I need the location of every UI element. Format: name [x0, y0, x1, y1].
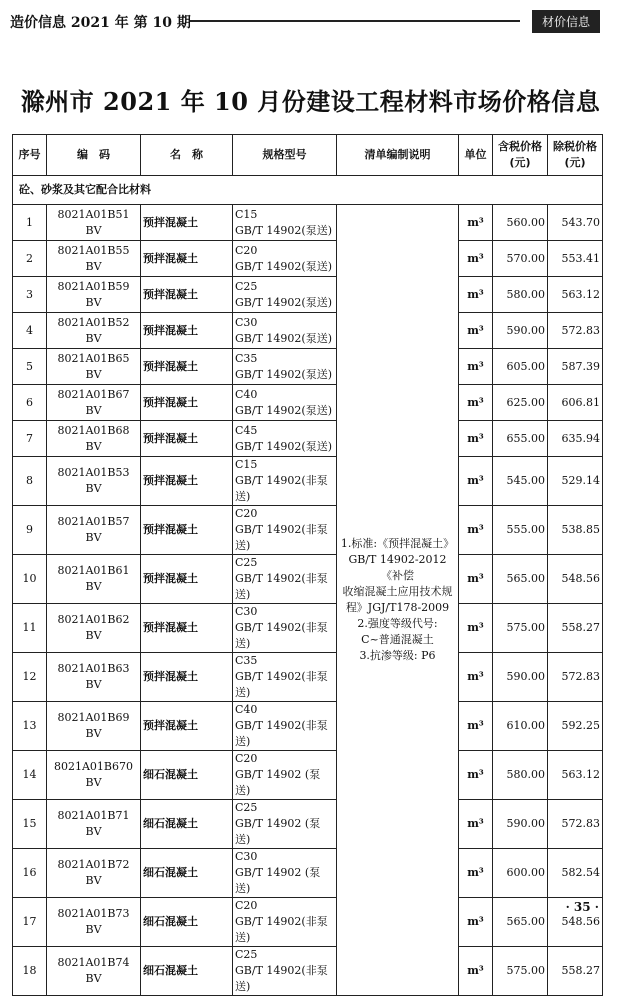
price-without-tax: 548.56 — [548, 555, 603, 604]
price-without-tax: 558.27 — [548, 947, 603, 996]
table-row — [13, 205, 603, 241]
table-row — [13, 702, 603, 751]
item-standard: GB/T 14902(非泵送) — [235, 572, 328, 601]
item-code — [47, 385, 141, 421]
item-grade: C25 — [235, 279, 258, 293]
row-number: 18 — [13, 947, 47, 996]
item-spec — [233, 800, 337, 849]
col-header-no: 序号 — [13, 135, 47, 176]
price-without-tax: 548.56 — [548, 898, 603, 947]
table-row — [13, 421, 603, 457]
table-row — [13, 385, 603, 421]
row-number: 4 — [13, 313, 47, 349]
item-code-suffix: BV — [85, 223, 102, 237]
item-code-suffix: BV — [85, 331, 102, 345]
item-spec — [233, 751, 337, 800]
item-spec — [233, 653, 337, 702]
price-with-tax: 590.00 — [493, 653, 548, 702]
item-code-main: 8021A01B55 — [57, 243, 130, 257]
item-name: 预拌混凝土 — [141, 277, 233, 313]
item-code — [47, 751, 141, 800]
item-unit: m³ — [459, 277, 493, 313]
item-unit: m³ — [459, 349, 493, 385]
price-with-tax: 605.00 — [493, 349, 548, 385]
item-code-suffix: BV — [85, 629, 102, 642]
item-grade: C35 — [235, 654, 258, 667]
item-name: 细石混凝土 — [141, 898, 233, 947]
item-code-suffix: BV — [85, 923, 102, 936]
item-code — [47, 800, 141, 849]
item-code-main: 8021A01B59 — [57, 279, 130, 293]
item-unit: m³ — [459, 457, 493, 506]
item-spec — [233, 604, 337, 653]
item-code-suffix: BV — [85, 874, 102, 887]
page-title: 滁州市 2021 年 10 月份建设工程材料市场价格信息 — [20, 87, 601, 116]
item-code-main: 8021A01B63 — [57, 662, 130, 675]
item-spec — [233, 313, 337, 349]
item-spec — [233, 241, 337, 277]
item-name: 细石混凝土 — [141, 800, 233, 849]
item-standard: GB/T 14902(非泵送) — [235, 670, 328, 699]
price-with-tax: 545.00 — [493, 457, 548, 506]
item-code — [47, 205, 141, 241]
price-without-tax: 543.70 — [548, 205, 603, 241]
table-row — [13, 313, 603, 349]
item-code — [47, 604, 141, 653]
item-standard: GB/T 14902 (泵送) — [235, 817, 321, 846]
col-header-description: 清单编制说明 — [337, 135, 459, 176]
col-header-price-notax: 除税价格(元) — [548, 135, 603, 176]
item-unit: m³ — [459, 702, 493, 751]
item-code-main: 8021A01B53 — [57, 466, 130, 479]
row-number: 3 — [13, 277, 47, 313]
header-divider — [190, 20, 520, 22]
item-code-main: 8021A01B71 — [57, 809, 130, 822]
item-code-suffix: BV — [85, 482, 102, 495]
item-code-suffix: BV — [85, 727, 102, 740]
item-code — [47, 421, 141, 457]
item-grade: C20 — [235, 243, 258, 257]
row-number: 9 — [13, 506, 47, 555]
item-code — [47, 555, 141, 604]
table-row — [13, 349, 603, 385]
item-name: 细石混凝土 — [141, 751, 233, 800]
price-without-tax: 592.25 — [548, 702, 603, 751]
item-name: 预拌混凝土 — [141, 241, 233, 277]
item-standard: GB/T 14902 (泵送) — [235, 866, 321, 895]
table-row — [13, 653, 603, 702]
item-code-main: 8021A01B68 — [57, 423, 130, 437]
item-code-main: 8021A01B65 — [57, 351, 130, 365]
row-number: 10 — [13, 555, 47, 604]
item-name: 细石混凝土 — [141, 849, 233, 898]
item-code — [47, 506, 141, 555]
item-code-suffix: BV — [85, 776, 102, 789]
price-with-tax: 570.00 — [493, 241, 548, 277]
item-grade: C15 — [235, 458, 258, 471]
item-name: 预拌混凝土 — [141, 421, 233, 457]
item-code-suffix: BV — [85, 367, 102, 381]
item-code — [47, 849, 141, 898]
item-code — [47, 349, 141, 385]
item-code-main: 8021A01B74 — [57, 956, 130, 969]
item-standard: GB/T 14902(非泵送) — [235, 964, 328, 993]
item-code-main: 8021A01B72 — [57, 858, 130, 871]
item-spec — [233, 947, 337, 996]
item-unit: m³ — [459, 751, 493, 800]
item-code-main: 8021A01B61 — [57, 564, 130, 577]
item-spec — [233, 277, 337, 313]
item-name: 细石混凝土 — [141, 947, 233, 996]
price-with-tax: 600.00 — [493, 849, 548, 898]
category-row — [13, 176, 603, 205]
table-row — [13, 800, 603, 849]
item-grade: C45 — [235, 423, 258, 437]
item-code-suffix: BV — [85, 439, 102, 453]
item-unit: m³ — [459, 800, 493, 849]
item-code-suffix: BV — [85, 295, 102, 309]
price-with-tax: 565.00 — [493, 555, 548, 604]
category-label: 砼、砂浆及其它配合比材料 — [13, 176, 603, 205]
item-grade: C15 — [235, 207, 258, 221]
item-unit: m³ — [459, 898, 493, 947]
col-header-name: 名 称 — [141, 135, 233, 176]
item-unit: m³ — [459, 205, 493, 241]
price-with-tax: 590.00 — [493, 800, 548, 849]
item-standard: GB/T 14902(泵送) — [235, 331, 332, 345]
item-code — [47, 653, 141, 702]
price-with-tax: 610.00 — [493, 702, 548, 751]
item-code-suffix: BV — [85, 825, 102, 838]
table-header-row — [13, 135, 603, 176]
item-code-suffix: BV — [85, 580, 102, 593]
item-spec — [233, 385, 337, 421]
col-header-spec: 规格型号 — [233, 135, 337, 176]
item-grade: C20 — [235, 752, 258, 765]
table-row — [13, 947, 603, 996]
item-spec — [233, 421, 337, 457]
col-header-unit: 单位 — [459, 135, 493, 176]
table-row — [13, 604, 603, 653]
price-without-tax: 606.81 — [548, 385, 603, 421]
item-spec — [233, 506, 337, 555]
row-number: 8 — [13, 457, 47, 506]
item-name: 预拌混凝土 — [141, 457, 233, 506]
item-standard: GB/T 14902(泵送) — [235, 403, 332, 417]
price-without-tax: 572.83 — [548, 313, 603, 349]
item-standard: GB/T 14902(泵送) — [235, 367, 332, 381]
table-row — [13, 555, 603, 604]
price-with-tax: 580.00 — [493, 277, 548, 313]
price-without-tax: 563.12 — [548, 277, 603, 313]
item-unit: m³ — [459, 385, 493, 421]
item-name: 预拌混凝土 — [141, 555, 233, 604]
item-code-suffix: BV — [85, 972, 102, 985]
item-unit: m³ — [459, 849, 493, 898]
item-grade: C35 — [235, 351, 258, 365]
item-code-main: 8021A01B51 — [57, 207, 130, 221]
item-code-main: 8021A01B670 — [53, 760, 133, 773]
item-code-main: 8021A01B52 — [57, 315, 130, 329]
item-code-suffix: BV — [85, 259, 102, 273]
table-row — [13, 457, 603, 506]
col-header-code: 编 码 — [47, 135, 141, 176]
item-code — [47, 457, 141, 506]
price-without-tax: 558.27 — [548, 604, 603, 653]
row-number: 2 — [13, 241, 47, 277]
item-spec — [233, 349, 337, 385]
price-without-tax: 587.39 — [548, 349, 603, 385]
table-row — [13, 898, 603, 947]
item-grade: C30 — [235, 315, 258, 329]
row-number: 5 — [13, 349, 47, 385]
table-row — [13, 277, 603, 313]
table-row — [13, 241, 603, 277]
item-spec — [233, 898, 337, 947]
item-name: 预拌混凝土 — [141, 604, 233, 653]
row-number: 13 — [13, 702, 47, 751]
item-standard: GB/T 14902(泵送) — [235, 259, 332, 273]
item-code — [47, 277, 141, 313]
row-number: 12 — [13, 653, 47, 702]
item-standard: GB/T 14902(非泵送) — [235, 719, 328, 748]
item-code — [47, 898, 141, 947]
table-row — [13, 751, 603, 800]
row-number: 6 — [13, 385, 47, 421]
item-name: 预拌混凝土 — [141, 313, 233, 349]
item-unit: m³ — [459, 241, 493, 277]
item-unit: m³ — [459, 947, 493, 996]
page-number: · 35 · — [565, 900, 599, 914]
item-code — [47, 947, 141, 996]
item-grade: C25 — [235, 801, 258, 814]
item-name: 预拌混凝土 — [141, 653, 233, 702]
price-without-tax: 529.14 — [548, 457, 603, 506]
item-spec — [233, 849, 337, 898]
item-spec — [233, 457, 337, 506]
item-code-main: 8021A01B69 — [57, 711, 130, 724]
item-standard: GB/T 14902(泵送) — [235, 223, 332, 237]
col-header-price-tax: 含税价格(元) — [493, 135, 548, 176]
price-without-tax: 635.94 — [548, 421, 603, 457]
row-number: 11 — [13, 604, 47, 653]
item-spec — [233, 702, 337, 751]
list-description: 1.标准:《预拌混凝土》 GB/T 14902-2012《补偿 收缩混凝土应用技术规 程》JGJ/T178-2009 2.强度等级代号: C~普通混凝土 3.抗渗等级: P6 — [337, 205, 459, 996]
item-unit: m³ — [459, 421, 493, 457]
item-name: 预拌混凝土 — [141, 349, 233, 385]
item-standard: GB/T 14902(非泵送) — [235, 523, 328, 552]
price-without-tax: 572.83 — [548, 800, 603, 849]
price-without-tax: 582.54 — [548, 849, 603, 898]
price-with-tax: 575.00 — [493, 604, 548, 653]
item-code — [47, 702, 141, 751]
item-name: 预拌混凝土 — [141, 385, 233, 421]
price-with-tax: 580.00 — [493, 751, 548, 800]
section-badge: 材价信息 — [532, 10, 600, 33]
item-code — [47, 241, 141, 277]
page-header — [10, 8, 600, 34]
table-row — [13, 506, 603, 555]
item-unit: m³ — [459, 506, 493, 555]
item-standard: GB/T 14902 (泵送) — [235, 768, 321, 797]
item-grade: C40 — [235, 387, 258, 401]
item-grade: C25 — [235, 556, 258, 569]
row-number: 17 — [13, 898, 47, 947]
item-grade: C25 — [235, 948, 258, 961]
item-code-main: 8021A01B62 — [57, 613, 130, 626]
price-table — [12, 134, 603, 996]
item-unit: m³ — [459, 555, 493, 604]
price-with-tax: 555.00 — [493, 506, 548, 555]
price-with-tax: 560.00 — [493, 205, 548, 241]
item-standard: GB/T 14902(泵送) — [235, 295, 332, 309]
item-spec — [233, 555, 337, 604]
item-grade: C40 — [235, 703, 258, 716]
price-with-tax: 575.00 — [493, 947, 548, 996]
item-name: 预拌混凝土 — [141, 205, 233, 241]
price-with-tax: 565.00 — [493, 898, 548, 947]
item-code-suffix: BV — [85, 678, 102, 691]
item-unit: m³ — [459, 653, 493, 702]
item-unit: m³ — [459, 313, 493, 349]
price-without-tax: 563.12 — [548, 751, 603, 800]
row-number: 7 — [13, 421, 47, 457]
item-standard: GB/T 14902(非泵送) — [235, 915, 328, 944]
row-number: 15 — [13, 800, 47, 849]
item-grade: C30 — [235, 605, 258, 618]
item-grade: C20 — [235, 507, 258, 520]
item-grade: C30 — [235, 850, 258, 863]
price-with-tax: 655.00 — [493, 421, 548, 457]
issue-label: 造价信息 2021 年 第 10 期 — [10, 15, 191, 31]
item-name: 预拌混凝土 — [141, 506, 233, 555]
price-without-tax: 553.41 — [548, 241, 603, 277]
row-number: 1 — [13, 205, 47, 241]
row-number: 14 — [13, 751, 47, 800]
item-standard: GB/T 14902(泵送) — [235, 439, 332, 453]
item-standard: GB/T 14902(非泵送) — [235, 621, 328, 650]
item-code-suffix: BV — [85, 403, 102, 417]
item-code-main: 8021A01B73 — [57, 907, 130, 920]
item-code-main: 8021A01B67 — [57, 387, 130, 401]
item-spec — [233, 205, 337, 241]
price-without-tax: 572.83 — [548, 653, 603, 702]
price-without-tax: 538.85 — [548, 506, 603, 555]
price-with-tax: 625.00 — [493, 385, 548, 421]
row-number: 16 — [13, 849, 47, 898]
item-code — [47, 313, 141, 349]
item-grade: C20 — [235, 899, 258, 912]
table-row — [13, 849, 603, 898]
item-standard: GB/T 14902(非泵送) — [235, 474, 328, 503]
item-name: 预拌混凝土 — [141, 702, 233, 751]
price-with-tax: 590.00 — [493, 313, 548, 349]
item-code-suffix: BV — [85, 531, 102, 544]
item-code-main: 8021A01B57 — [57, 515, 130, 528]
item-unit: m³ — [459, 604, 493, 653]
